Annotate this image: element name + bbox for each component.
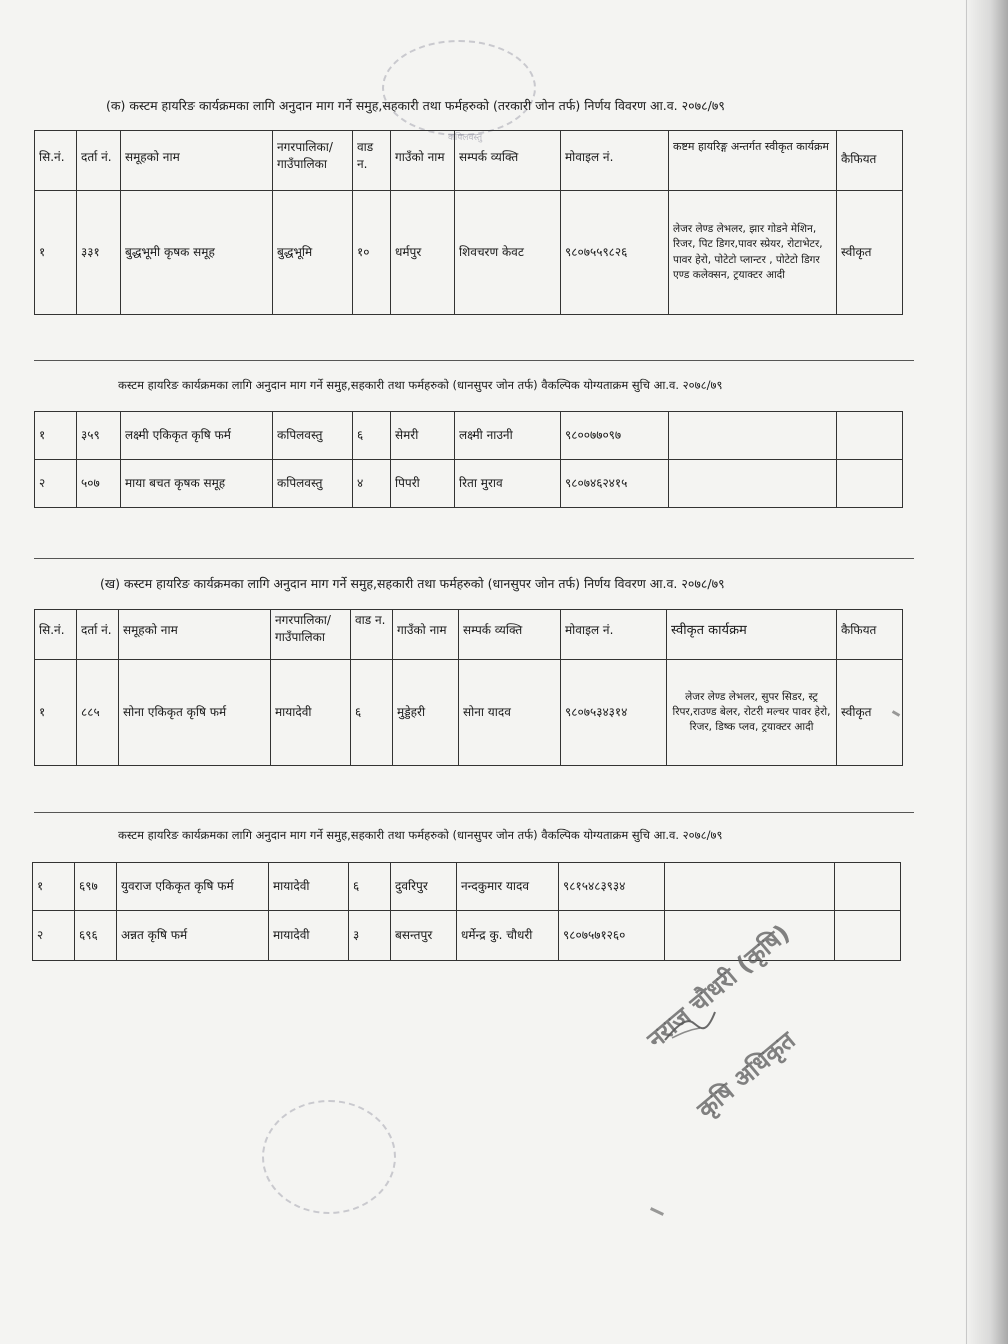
cell-remarks: स्वीकृत: [837, 191, 903, 315]
divider-2: [34, 558, 914, 559]
table-header-row: [35, 131, 903, 191]
cell-municipality: मायादेवी: [271, 660, 351, 766]
table-row: [35, 660, 903, 766]
stamp-text-top: कपिलवस्तु: [448, 133, 483, 143]
official-stamp-name: नराज चौधरी (कृषि): [641, 918, 796, 1054]
col-header-municipality: नगरपालिका/ गाउँपालिका: [271, 610, 351, 660]
section-b-heading: (ख) कस्टम हायरिङ कार्यक्रमका लागि अनुदान माग गर्ने समुह,सहकारी तथा फर्महरुको (धानसुपर जोन तर्फ) निर्णय विवरण आ.व. २०७८/७९: [100, 576, 725, 591]
cell-sn: २: [35, 460, 77, 508]
section-a-table: [34, 130, 903, 315]
table-row: [33, 863, 901, 911]
cell-municipality: मायादेवी: [269, 863, 349, 911]
cell-village: पिपरी: [391, 460, 455, 508]
cell-ward: ४: [353, 460, 391, 508]
cell-municipality: बुद्धभूमि: [273, 191, 353, 315]
cell-mobile: ९८१५४८३९३४: [559, 863, 665, 911]
cell-remarks: [835, 911, 901, 961]
col-header-sn: सि.नं.: [35, 131, 77, 191]
scan-mark: [650, 1207, 664, 1216]
col-header-program: स्वीकृत कार्यक्रम: [667, 610, 837, 660]
col-header-name: समूहको नाम: [121, 131, 273, 191]
cell-program: लेजर लेण्ड लेभलर, सुपर सिडर, स्ट्र रिपर,राउण्ड बेलर, रोटरी मल्चर पावर हेरो, रिजर, डिष्क प्लव, ट्रयाक्टर आदी: [667, 660, 837, 766]
cell-name: युवराज एकिकृत कृषि फर्म: [117, 863, 269, 911]
cell-program: लेजर लेण्ड लेभलर, झार गोडने मेशिन, रिजर, पिट डिगर,पावर स्प्रेयर, रोटाभेटर, पावर हेरो, पोटेटो प्लान्टर , पोटेटो डिगर एण्ड कलेक्सन, ट्रयाक्टर आदी: [669, 191, 837, 315]
cell-program: [665, 863, 835, 911]
cell-mobile: ९८००७७०९७: [561, 412, 669, 460]
cell-reg: ८८५: [77, 660, 119, 766]
col-header-reg: दर्ता नं.: [77, 610, 119, 660]
cell-name: बुद्धभूमी कृषक समूह: [121, 191, 273, 315]
cell-sn: १: [33, 863, 75, 911]
cell-remarks: [837, 460, 903, 508]
cell-reg: ३३१: [77, 191, 121, 315]
cell-contact: लक्ष्मी नाउनी: [455, 412, 561, 460]
col-header-contact: सम्पर्क व्यक्ति: [459, 610, 561, 660]
cell-municipality: कपिलवस्तु: [273, 460, 353, 508]
section-a-heading: (क) कस्टम हायरिङ कार्यक्रमका लागि अनुदान माग गर्ने समुह,सहकारी तथा फर्महरुको (तरकारी जोन तर्फ) निर्णय विवरण आ.व. २०७८/७९: [106, 98, 725, 113]
cell-contact: शिवचरण केवट: [455, 191, 561, 315]
cell-village: धर्मपुर: [391, 191, 455, 315]
divider-3: [34, 812, 914, 813]
cell-reg: ६९६: [75, 911, 117, 961]
col-header-sn: सि.नं.: [35, 610, 77, 660]
cell-reg: ५०७: [77, 460, 121, 508]
cell-mobile: ९८०७५५९८२६: [561, 191, 669, 315]
col-header-municipality: नगरपालिका/ गाउँपालिका: [273, 131, 353, 191]
table-row: [35, 191, 903, 315]
cell-ward: ३: [349, 911, 391, 961]
col-header-reg: दर्ता नं.: [77, 131, 121, 191]
scan-edge-shadow: [964, 0, 1008, 1344]
cell-name: अन्नत कृषि फर्म: [117, 911, 269, 961]
col-header-village: गाउँको नाम: [391, 131, 455, 191]
section-a-alt-table: [34, 411, 903, 508]
cell-ward: ६: [351, 660, 393, 766]
cell-sn: १: [35, 412, 77, 460]
cell-municipality: मायादेवी: [269, 911, 349, 961]
cell-program: [669, 412, 837, 460]
col-header-mobile: मोवाइल नं.: [561, 131, 669, 191]
col-header-contact: सम्पर्क व्यक्ति: [455, 131, 561, 191]
cell-mobile: ९८०७५३४३१४: [561, 660, 667, 766]
cell-name: सोना एकिकृत कृषि फर्म: [119, 660, 271, 766]
cell-village: दुवरिपुर: [391, 863, 457, 911]
col-header-remarks: कैफियत: [837, 131, 903, 191]
table-row: [35, 460, 903, 508]
cell-ward: १०: [353, 191, 391, 315]
office-stamp-top: [382, 40, 536, 136]
cell-remarks: [837, 412, 903, 460]
cell-name: माया बचत कृषक समूह: [121, 460, 273, 508]
col-header-program: कष्टम हायरिङ्ग अन्तर्गत स्वीकृत कार्यक्रम: [669, 131, 837, 191]
cell-contact: धर्मेन्द्र कु. चौधरी: [457, 911, 559, 961]
table-header-row: [35, 610, 903, 660]
cell-program: [669, 460, 837, 508]
col-header-mobile: मोवाइल नं.: [561, 610, 667, 660]
cell-village: बसन्तपुर: [391, 911, 457, 961]
cell-remarks: स्वीकृत: [837, 660, 903, 766]
cell-sn: २: [33, 911, 75, 961]
section-a-alt-heading: कस्टम हायरिङ कार्यक्रमका लागि अनुदान माग गर्ने समुह,सहकारी तथा फर्महरुको (धानसुपर जोन तर्फ) वैकल्पिक योग्यताक्रम सुचि आ.व. २०७८/७९: [118, 378, 723, 392]
cell-ward: ६: [353, 412, 391, 460]
section-b-table: [34, 609, 903, 766]
cell-ward: ६: [349, 863, 391, 911]
col-header-name: समूहको नाम: [119, 610, 271, 660]
cell-village: मुड्डेहरी: [393, 660, 459, 766]
section-b-alt-heading: कस्टम हायरिङ कार्यक्रमका लागि अनुदान माग गर्ने समुह,सहकारी तथा फर्महरुको (धानसुपर जोन तर्फ) वैकल्पिक योग्यताक्रम सुचि आ.व. २०७८/७९: [118, 828, 723, 842]
cell-municipality: कपिलवस्तु: [273, 412, 353, 460]
cell-contact: सोना यादव: [459, 660, 561, 766]
cell-contact: रिता मुराव: [455, 460, 561, 508]
cell-sn: १: [35, 660, 77, 766]
office-stamp-bottom: [262, 1100, 396, 1214]
cell-mobile: ९८०७५७१२६०: [559, 911, 665, 961]
cell-sn: १: [35, 191, 77, 315]
table-row: [35, 412, 903, 460]
cell-name: लक्ष्मी एकिकृत कृषि फर्म: [121, 412, 273, 460]
col-header-remarks: कैफियत: [837, 610, 903, 660]
cell-remarks: [835, 863, 901, 911]
cell-village: सेमरी: [391, 412, 455, 460]
official-stamp-title: कृषि अधिकृत: [691, 1026, 801, 1124]
divider-1: [34, 360, 914, 361]
cell-reg: ३५९: [77, 412, 121, 460]
col-header-ward: वाड न.: [351, 610, 393, 660]
col-header-ward: वाड न.: [353, 131, 391, 191]
col-header-village: गाउँको नाम: [393, 610, 459, 660]
cell-reg: ६९७: [75, 863, 117, 911]
cell-contact: नन्दकुमार यादव: [457, 863, 559, 911]
cell-mobile: ९८०७४६२४१५: [561, 460, 669, 508]
